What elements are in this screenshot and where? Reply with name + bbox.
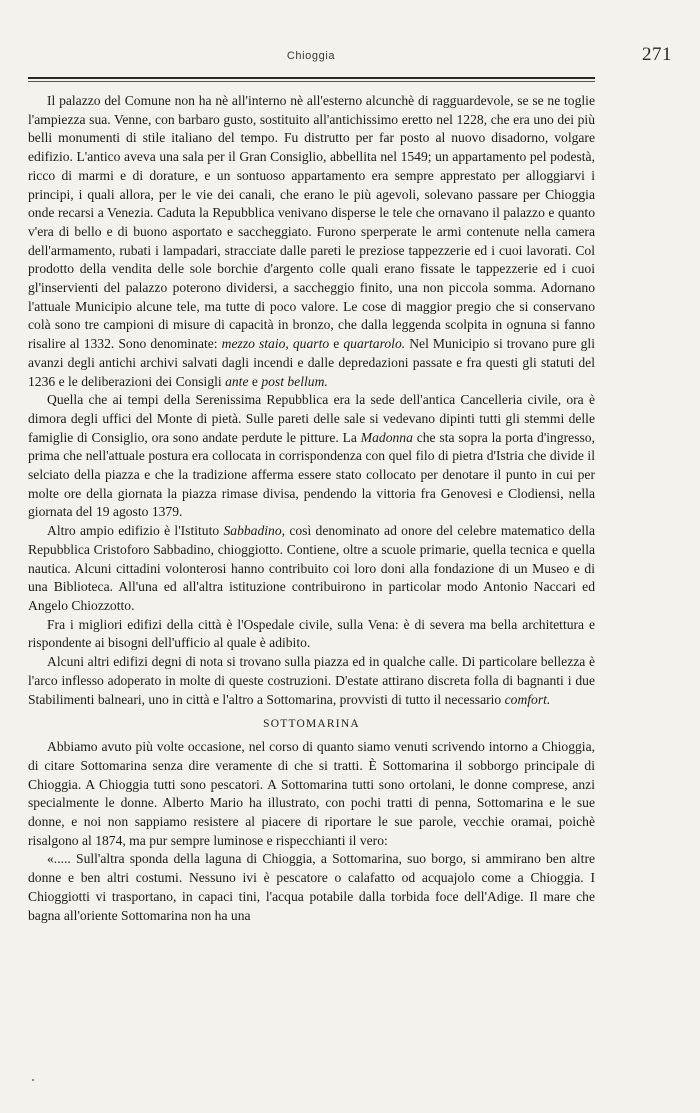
header-rule-thin	[28, 81, 595, 82]
paragraph	[28, 391, 595, 522]
page-speck	[32, 1079, 34, 1081]
body-text	[28, 92, 595, 925]
italic-text: Madonna	[360, 429, 413, 445]
paragraph	[28, 92, 595, 391]
italic-text: mezzo staio, quarto	[221, 336, 330, 352]
italic-text: post bellum.	[261, 373, 328, 389]
italic-text: ante	[225, 373, 249, 389]
text-run: Quella che ai tempi della Serenissima Repubblica era la sede dell'antica Cancelleria civile, ora è dimora degli uffici del Monte di pietà. Sulle pareti delle sale si vedevano dipinti tutti gli stemmi delle famiglie di Consiglio, ora sono andate perdute le pitture. La	[28, 392, 595, 445]
text-run: e	[329, 336, 344, 352]
text-run: Abbiamo avuto più volte occasione, nel corso di quanto siamo venuti scrivendo intorno a Chioggia, di citare Sottomarina senza dire veramente di che si tratti. È Sottomarina il sobborgo principale di Chioggia. A Chioggia tutti sono pescatori. A Sottomarina tutti sono ortolani, le donne comprese, anzi specialmente le donne. Alberto Mario ha illustrato, con pochi tratti di penna, Sottomarina e le sue donne, e noi non sappiamo resistere al piacere di riportare le sue parole, vecchie oramai, poichè risalgono al 1874, ma pur sempre luminose e rispecchianti il vero:	[28, 739, 595, 848]
text-run: così denominato ad onore del celebre matematico della Repubblica Cristoforo Sabbadino, chioggiotto. Contiene, oltre a scuole primarie, quella tecnica e quella nautica. Alcuni cittadini volonterosi hanno contribuito coi loro doni alla fondazione di un Museo e di una Biblioteca. All'una ed all'altra istituzione contribuirono in particolar modo Antonio Naccari ed Angelo Chiozzotto.	[28, 523, 595, 613]
page-number: 271	[642, 44, 672, 65]
quoted-paragraph	[28, 850, 595, 925]
paragraph	[28, 738, 595, 850]
paragraph	[28, 522, 595, 616]
text-run: Il palazzo del Comune non ha nè all'interno nè all'esterno alcunchè di ragguardevole, se se ne toglie l'ampiezza sua. Venne, con barbaro gusto, sostituito all'antichissimo eretto nel 1228, che era uno dei più belli monumenti di stile italiano del tempo. Fu distrutto per far posto al nuovo disadorno, volgare edifizio. L'antico aveva una sala per il Gran Consiglio, abbellita nel 1549; un appartamento pel podestà, ricco di marmi e di dorature, e un sontuoso appartamento era sempre apprestato per alloggiarvi i principi, i quali allora, per le vie dei canali, che erano le più agevoli, solevano passare per Chioggia onde recarsi a Venezia. Caduta la Repubblica venivano disperse le tele che ornavano il palazzo e quanto v'era di bello e di buono asportato e saccheggiato. Furono sperperate le armi contenute nella camera dell'armamento, rubati i lampadari, stracciate dalle pareti le preziose tappezzerie ed i cuoi lavorati. Col prodotto della vendita delle sole borchie d'argento colle quali erano fissate le tappezzerie ed i cuoi gl'inservienti del palazzo poterono dividersi, a saccheggio finito, una non piccola somma. Adornano l'attuale Municipio alcune tele, ma tutte di poco valore. Le cose di maggior pregio che si conservano colà sono tre campioni di misure di capacità in bronzo, che dalla leggenda scolpita in ognuna si fanno risalire al 1332. Sono denominate:	[28, 93, 595, 352]
paragraph	[28, 616, 595, 653]
text-run: e	[248, 373, 262, 389]
paragraphs-after-heading	[28, 738, 595, 925]
header-rule	[28, 77, 595, 79]
running-head	[28, 44, 672, 68]
italic-text: Sabbadino,	[223, 523, 286, 539]
paragraphs-before-heading	[28, 92, 595, 709]
text-run: «..... Sull'altra sponda della laguna di Chioggia, a Sottomarina, suo borgo, si ammirano ben altre donne e ben altri costumi. Nessuno ivi è pescatore o calafatto od acquajolo come a Chioggia. I Chioggiotti vi trasportano, in capaci tini, l'acqua potabile dalla torbida foce dell'Adige. Il mare che bagna all'oriente Sottomarina non ha una	[28, 851, 595, 923]
text-run: Altro ampio edifizio è l'Istituto	[47, 523, 224, 539]
paragraph	[28, 653, 595, 709]
italic-text: quartarolo.	[343, 336, 406, 352]
running-title: Chioggia	[286, 50, 336, 62]
text-run: che sta sopra la porta d'ingresso, prima che nell'attuale postura era collocata in corrispondenza con quel filo di pietra d'Istria che divide il selciato della piazza e che la tradizione afferma essere stato collocato per denotare il punto in cui per molte ore della giornata la piazza rimase divisa, pendendo la vittoria fra Genovesi e Clodiensi, nella giornata del 19 agosto 1379.	[28, 429, 595, 520]
italic-text: comfort.	[504, 691, 551, 707]
text-run: Fra i migliori edifizi della città è l'Ospedale civile, sulla Vena: è di severa ma bella architettura e rispondente ai bisogni dell'ufficio al quale è adibito.	[28, 616, 595, 651]
text-run: Nel Municipio si trovano pure gli avanzi degli antichi archivi salvati dagli incendi e dalle depredazioni passate e fra questi gli statuti del 1236 e le deliberazioni dei Consigli	[28, 336, 595, 389]
text-run: Alcuni altri edifizi degni di nota si trovano sulla piazza ed in qualche calle. Di particolare bellezza è l'arco inflesso adoperato in molte di queste costruzioni. D'estate attirano discreta folla di bagnanti i due Stabilimenti balneari, uno in città e l'altro a Sottomarina, provvisti di tutto il necessario	[28, 654, 595, 707]
section-heading: SOTTOMARINA	[263, 718, 360, 731]
